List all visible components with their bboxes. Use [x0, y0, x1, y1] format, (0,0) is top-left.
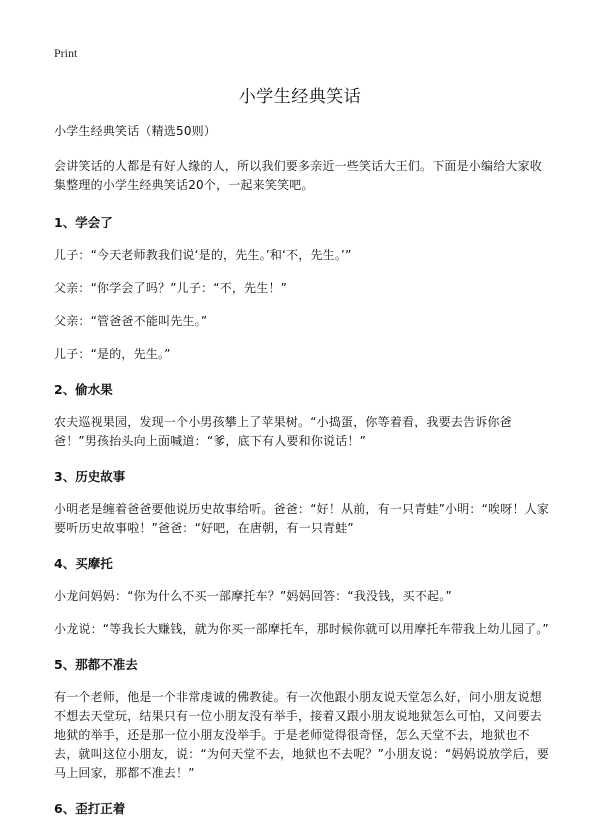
joke-section: [54, 380, 554, 451]
section-heading: 3、历史故事: [54, 469, 126, 484]
joke-section: [54, 655, 554, 783]
paragraph: 小明老是缠着爸爸要他说历史故事给听。爸爸：“好！从前，有一只青蛙”小明：“唉呀！人家要听历史故事啦！”爸爸：“好吧，在唐朝，有一只青蛙”: [54, 502, 550, 535]
section-heading: 6、歪打正着: [54, 801, 126, 816]
article-body: [54, 122, 554, 832]
joke-section: [54, 799, 554, 818]
dialogue-line: 父亲：“你学会了吗？”儿子：“不，先生！”: [54, 281, 288, 295]
section-heading: 2、偷水果: [54, 382, 113, 397]
paragraph: 小龙说：“等我长大赚钱，就为你买一部摩托车，那时候你就可以用摩托车带我上幼儿园了。”: [54, 622, 549, 636]
dialogue-line: 父亲：“管爸爸不能叫先生。”: [54, 314, 208, 328]
paragraph: 小龙问妈妈：“你为什么不买一部摩托车？”妈妈回答：“我没钱，买不起。”: [54, 589, 452, 603]
section-heading: 4、买摩托: [54, 556, 113, 571]
joke-section: [54, 554, 554, 639]
paragraph: 有一个老师，他是一个非常虔诚的佛教徒。有一次他跟小朋友说天堂怎么好，问小朋友说想不想去天堂玩，结果只有一位小朋友没有举手，接着又跟小朋友说地狱怎么可怕，又问要去地狱的举手，还是那一位小朋友没举手。于是老师觉得很奇怪，怎么天堂不去，地狱也不去，就叫这位小朋友，说：“为何天堂不去，地狱也不去呢？”小朋友说：“妈妈说放学后，要马上回家，那都不准去！”: [54, 690, 550, 780]
article-subtitle: 小学生经典笑话（精选50则）: [54, 124, 217, 138]
article-intro: 会讲笑话的人都是有好人缘的人，所以我们要多亲近一些笑话大王们。下面是小编给大家收集整理的小学生经典笑话20个，一起来笑笑吧。: [54, 159, 543, 192]
page-title: 小学生经典笑话: [238, 87, 362, 107]
section-heading: 1、学会了: [54, 215, 113, 230]
dialogue-line: 儿子：“是的，先生。”: [54, 347, 171, 361]
joke-section: [54, 213, 554, 364]
print-link[interactable]: Print: [54, 46, 78, 60]
section-heading: 5、那都不准去: [54, 657, 138, 672]
dialogue-line: 儿子：“今天老师教我们说‘是的，先生。’和‘不，先生。’”: [54, 248, 352, 262]
joke-section: [54, 467, 554, 538]
paragraph: 农夫巡视果园，发现一个小男孩攀上了苹果树。“小捣蛋，你等着看，我要去告诉你爸爸！”男孩抬头向上面喊道：“爹，底下有人要和你说话！”: [54, 415, 512, 448]
